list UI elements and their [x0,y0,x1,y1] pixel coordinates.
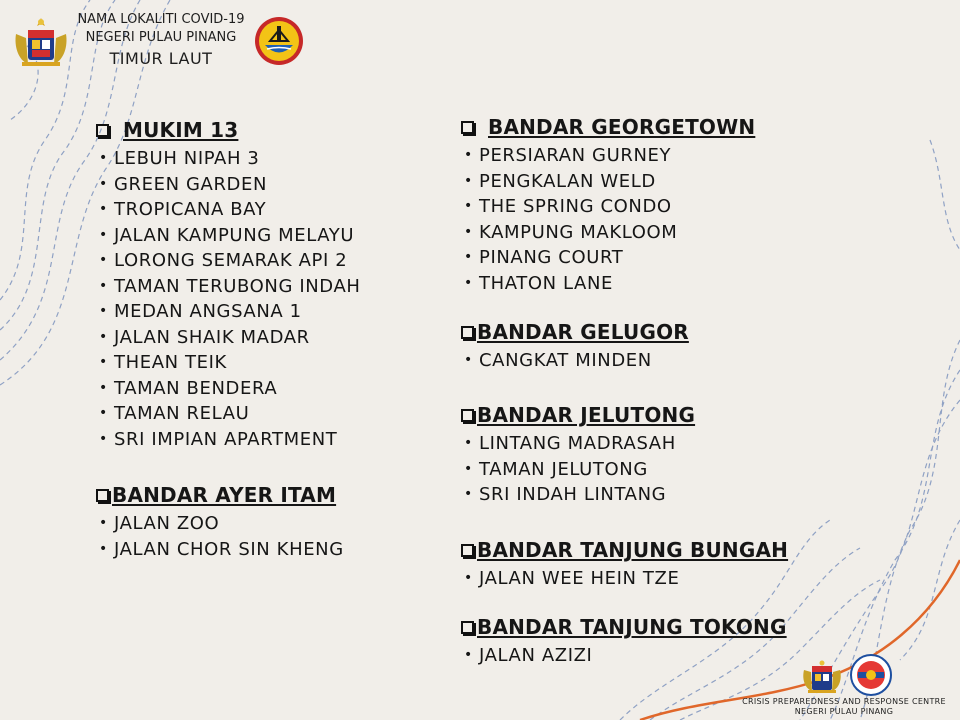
header-title-line-1: NAMA LOKALITI COVID-19 [77,12,245,27]
list-item: • SRI IMPIAN APARTMENT [99,427,361,453]
list-item: • TAMAN BENDERA [99,376,361,402]
list-item: • THE SPRING CONDO [464,194,755,220]
section-title [461,538,788,562]
list-item: • MEDAN ANGSANA 1 [99,299,361,325]
section-title-text: BANDAR GEORGETOWN [488,115,756,139]
section-title [96,118,361,142]
list-item: • TROPICANA BAY [99,197,361,223]
header-area-name: TIMUR LAUT [109,49,213,68]
list-item: • PINANG COURT [464,245,755,271]
locality-list [96,511,344,562]
list-item: • SRI INDAH LINTANG [464,482,695,508]
list-item: • JALAN ZOO [99,511,344,537]
checkbox-icon [461,621,474,634]
checkbox-icon [461,409,474,422]
section-title [461,115,755,139]
section-title-text: BANDAR TANJUNG TOKONG [477,615,787,639]
checkbox-icon [96,124,109,137]
locality-list [461,143,755,296]
list-item: • JALAN AZIZI [464,643,787,669]
cprc-crest-icon [798,660,846,694]
cprc-badge-icon [850,654,892,696]
list-item: • PERSIARAN GURNEY [464,143,755,169]
list-item: • THEAN TEIK [99,350,361,376]
list-item: • TAMAN TERUBONG INDAH [99,274,361,300]
section-title [461,320,689,344]
list-item: • KAMPUNG MAKLOOM [464,220,755,246]
penang-state-logo-icon [254,16,304,66]
section-title-text: BANDAR GELUGOR [477,320,689,344]
list-item: • GREEN GARDEN [99,172,361,198]
section-bandar-georgetown [461,115,755,296]
section-title-text: BANDAR JELUTONG [477,403,696,427]
list-item: • LINTANG MADRASAH [464,431,695,457]
section-title-text: BANDAR AYER ITAM [112,483,337,507]
list-item: • LORONG SEMARAK API 2 [99,248,361,274]
section-title [461,403,695,427]
list-item: • JALAN CHOR SIN KHENG [99,537,344,563]
locality-list [461,431,695,508]
list-item: • THATON LANE [464,271,755,297]
locality-list [96,146,361,452]
section-bandar-tanjung-bungah [461,538,788,592]
checkbox-icon [96,489,109,502]
footer-org-name: CRISIS PREPAREDNESS AND RESPONSE CENTRE [742,697,946,706]
section-bandar-tanjung-tokong [461,615,787,669]
section-title [461,615,787,639]
list-item: • CANGKAT MINDEN [464,348,689,374]
checkbox-icon [461,326,474,339]
list-item: • TAMAN RELAU [99,401,361,427]
section-title-text: MUKIM 13 [123,118,239,142]
section-mukim-13 [96,118,361,452]
locality-list [461,348,689,374]
list-item: • JALAN SHAIK MADAR [99,325,361,351]
list-item: • PENGKALAN WELD [464,169,755,195]
list-item: • LEBUH NIPAH 3 [99,146,361,172]
list-item: • JALAN KAMPUNG MELAYU [99,223,361,249]
header-title-line-2: NEGERI PULAU PINANG [85,30,237,45]
footer-state-name: NEGERI PULAU PINANG [794,707,894,716]
checkbox-icon [461,544,474,557]
locality-list [461,643,787,669]
section-title-text: BANDAR TANJUNG BUNGAH [477,538,789,562]
malaysia-crest-icon [10,16,72,68]
section-bandar-gelugor [461,320,689,374]
checkbox-icon [461,121,474,134]
list-item: • JALAN WEE HEIN TZE [464,566,788,592]
locality-list [461,566,788,592]
footer-text [736,697,952,717]
section-title [96,483,344,507]
list-item: • TAMAN JELUTONG [464,457,695,483]
section-bandar-jelutong [461,403,695,508]
header-text [72,11,250,69]
section-bandar-ayer-itam [96,483,344,562]
